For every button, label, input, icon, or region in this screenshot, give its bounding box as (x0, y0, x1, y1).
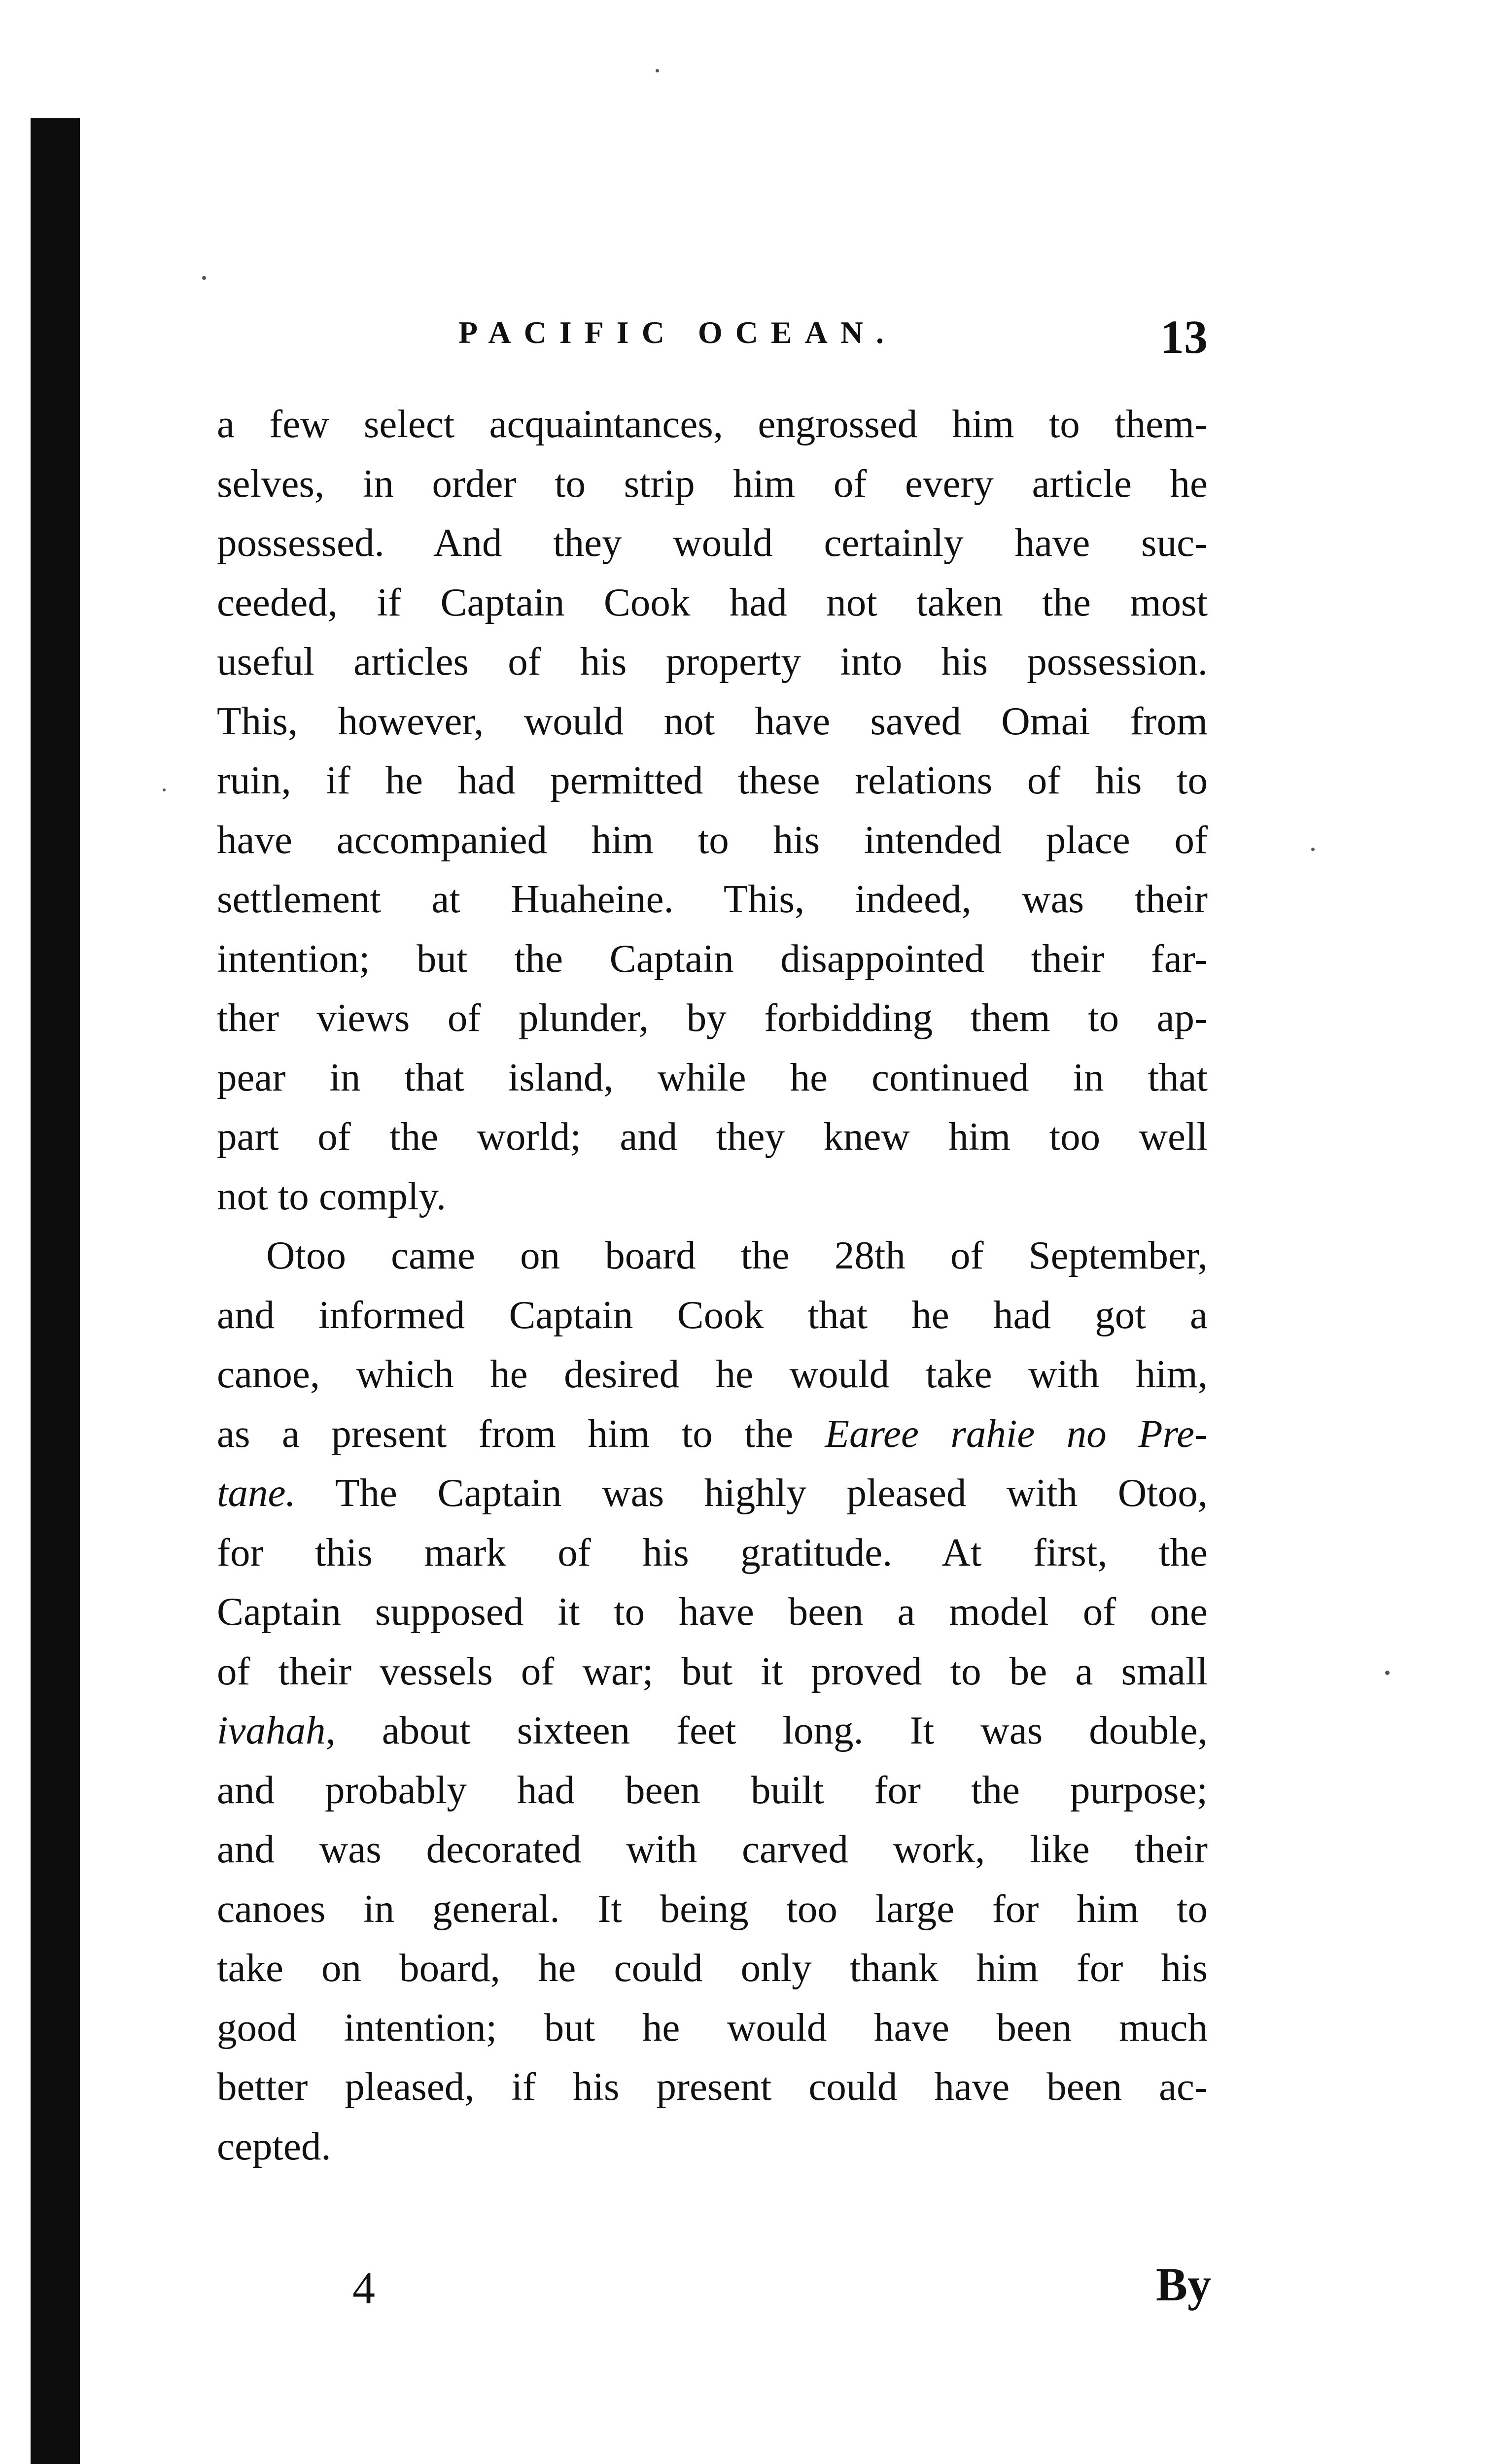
paragraph-2 (217, 1226, 1208, 2176)
text-line: Otoo came on board the 28th of September, (266, 1233, 1208, 1277)
text-run: The Captain was highly pleased with Otoo, (295, 1471, 1208, 1515)
text-line: have accompanied him to his intended place of (217, 817, 1208, 862)
text-line: of their vessels of war; but it proved to be a small (217, 1648, 1208, 1693)
text-line: selves, in order to strip him of every article he (217, 461, 1208, 506)
text-line: and was decorated with carved work, like their (217, 1827, 1208, 1871)
text-line: and informed Captain Cook that he had got a (217, 1292, 1208, 1337)
text-line: useful articles of his property into his possession. (217, 639, 1208, 684)
text-run: about sixteen feet long. It was double, (335, 1708, 1208, 1752)
text-line: better pleased, if his present could have been ac- (217, 2064, 1208, 2109)
text-line (217, 1463, 1208, 1523)
text-run: as a present from him to the (217, 1411, 825, 1456)
text-line: canoes in general. It being too large for him to (217, 1886, 1208, 1931)
catchword: By (1156, 2258, 1212, 2311)
text-line: ceeded, if Captain Cook had not taken the most (217, 580, 1208, 624)
page-number: 13 (1160, 310, 1208, 363)
italic-phrase: Earee rahie no Pre- (825, 1411, 1208, 1456)
signature-mark: 4 (352, 2263, 375, 2313)
text-line (217, 1701, 1208, 1760)
paper-speck (202, 276, 206, 280)
text-line: This, however, would not have saved Omai from (217, 698, 1208, 743)
text-line (217, 1404, 1208, 1464)
italic-phrase: ivahah, (217, 1708, 336, 1752)
text-line: cepted. (217, 2123, 331, 2168)
text-line: possessed. And they would certainly have suc- (217, 520, 1208, 565)
paper-speck (1311, 848, 1315, 851)
binding-gutter-shadow (31, 118, 80, 2464)
paper-speck (656, 69, 659, 72)
text-line: part of the world; and they knew him too well (217, 1114, 1208, 1159)
paragraph-1 (217, 394, 1208, 1226)
text-line: ruin, if he had permitted these relations of his to (217, 758, 1208, 802)
text-line: settlement at Huaheine. This, indeed, was their (217, 877, 1208, 921)
text-line: take on board, he could only thank him for his (217, 1946, 1208, 1990)
text-line: canoe, which he desired he would take with him, (217, 1352, 1208, 1396)
body-text (217, 394, 1208, 2176)
text-line: not to comply. (217, 1173, 446, 1218)
running-head: PACIFIC OCEAN. (458, 315, 897, 350)
text-line: pear in that island, while he continued in that (217, 1055, 1208, 1099)
page-header (458, 310, 1208, 369)
text-line: a few select acquaintances, engrossed him to them- (217, 402, 1208, 446)
text-line: for this mark of his gratitude. At first, the (217, 1530, 1208, 1574)
paper-speck (163, 788, 166, 791)
text-line: good intention; but he would have been much (217, 2005, 1208, 2050)
paper-speck (1385, 1671, 1390, 1675)
text-line: ther views of plunder, by forbidding them to ap- (217, 995, 1208, 1040)
text-line: Captain supposed it to have been a model of one (217, 1589, 1208, 1634)
text-line: and probably had been built for the purpose; (217, 1767, 1208, 1812)
text-line: intention; but the Captain disappointed their far- (217, 936, 1208, 981)
italic-phrase: tane. (217, 1471, 296, 1515)
